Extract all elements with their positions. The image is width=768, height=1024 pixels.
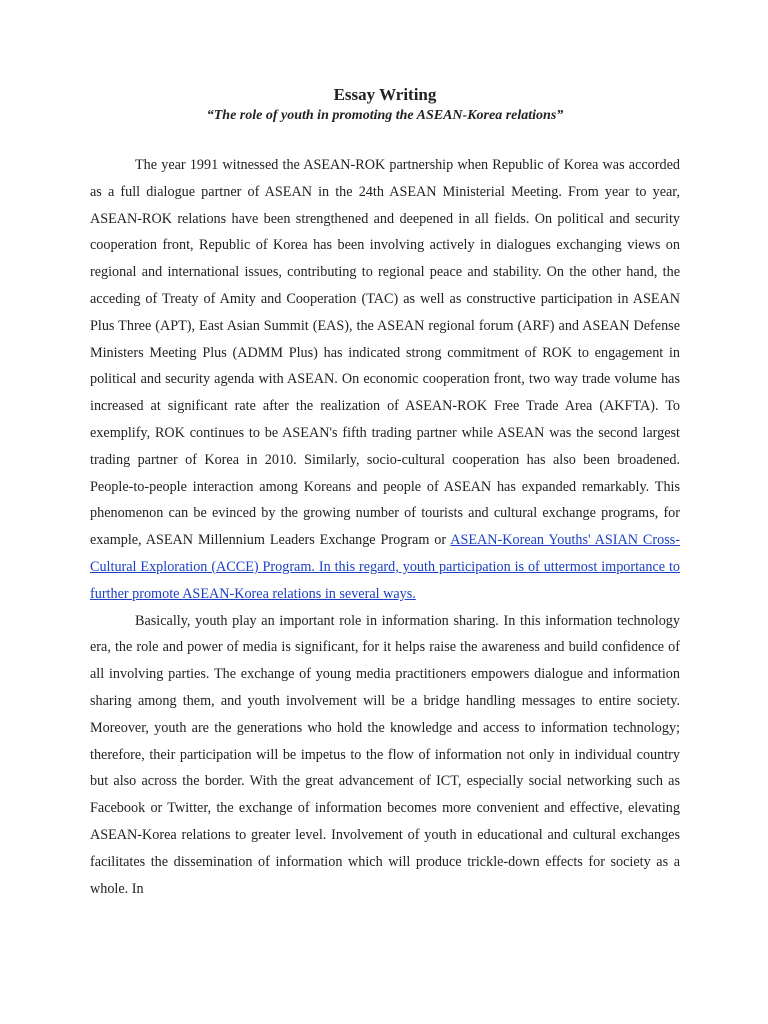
paragraph-1 (90, 152, 680, 608)
essay-title: Essay Writing (333, 85, 437, 104)
essay-subtitle: “The role of youth in promoting the ASEAN-Korea relations” (206, 108, 564, 123)
acce-program-link[interactable]: ASEAN-Korean Youths' ASIAN Cross-Cultural Exploration (ACCE) Program. In this regard, youth participation is of uttermost importance to further promote ASEAN-Korea relations in several ways. (90, 532, 680, 602)
paragraph-2: Basically, youth play an important role in information sharing. In this information technology era, the role and power of media is significant, for it helps raise the awareness and build confidence of all involving parties. The exchange of young media practitioners empowers dialogue and information sharing among them, and youth involvement will be a bridge handling messages to entire society. Moreover, youth are the generations who hold the knowledge and access to information technology; therefore, their participation will be impetus to the flow of information not only in individual country but also across the border. With the great advancement of ICT, especially social networking such as Facebook or Twitter, the exchange of information becomes more convenient and effective, elevating ASEAN-Korea relations to greater level. Involvement of youth in educational and cultural exchanges facilitates the dissemination of information which will produce trickle-down effects for society as a whole. In (90, 612, 680, 897)
paragraph-1-text: The year 1991 witnessed the ASEAN-ROK partnership when Republic of Korea was accorded as a full dialogue partner of ASEAN in the 24th ASEAN Ministerial Meeting. From year to year, ASEAN-ROK relations have been strengthened and deepened in all fields. On political and security cooperation front, Republic of Korea has been involving actively in dialogues exchanging views on regional and international issues, contributing to regional peace and stability. On the other hand, the acceding of Treaty of Amity and Cooperation (TAC) as well as constructive participation in ASEAN Plus Three (APT), East Asian Summit (EAS), the ASEAN regional forum (ARF) and ASEAN Defense Ministers Meeting Plus (ADMM Plus) has indicated strong commitment of ROK to engagement in political and security agenda with ASEAN. On economic cooperation front, two way trade volume has increased at significant rate after the realization of ASEAN-ROK Free Trade Area (AKFTA). To exemplify, ROK continues to be ASEAN's fifth trading partner while ASEAN was the second largest trading partner of Korea in 2010. Similarly, socio-cultural cooperation has also been broadened. People-to-people interaction among Koreans and people of ASEAN has expanded remarkably. This phenomenon can be evinced by the growing number of tourists and cultural exchange programs, for example, ASEAN Millennium Leaders Exchange Program or (90, 157, 680, 549)
